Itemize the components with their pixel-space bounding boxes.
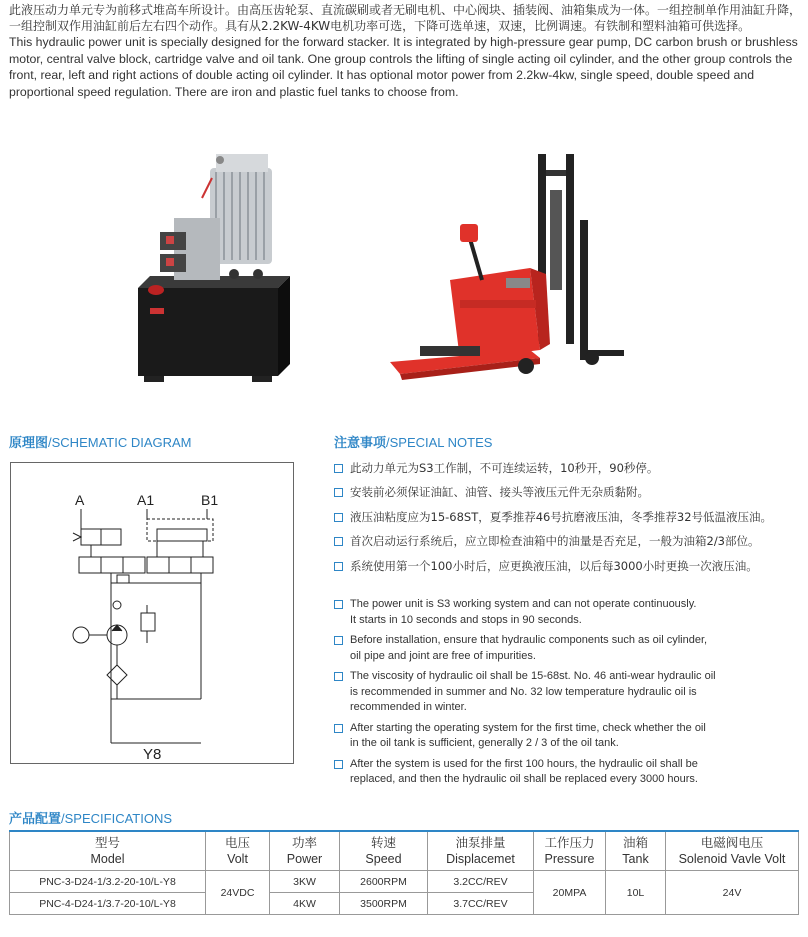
checkbox-icon <box>334 464 343 473</box>
col-speed: 转速 Speed <box>340 831 428 871</box>
checkbox-icon <box>334 537 343 546</box>
note-en-1: The power unit is S3 working system and can not operate continuously. It starts in 10 seconds and stops in 90 seconds. <box>334 597 804 628</box>
checkbox-icon <box>334 672 343 681</box>
cell-pressure: 20MPA <box>534 871 606 915</box>
note-en-4: After starting the operating system for the first time, check whether the oil in the oil tank is sufficient, generally 2 / 3 of the oil tank. <box>334 721 804 752</box>
intro-text <box>9 2 804 100</box>
schematic-model-label: Y8 <box>143 746 162 763</box>
note-cn-1: 此动力单元为S3工作制，不可连续运转，10秒开，90秒停。 <box>334 460 804 476</box>
col-power: 功率 Power <box>270 831 340 871</box>
note-cn-5: 系统使用第一个100小时后，应更换液压油，以后每3000小时更换一次液压油。 <box>334 558 804 574</box>
cell-displacement: 3.7CC/REV <box>428 893 534 915</box>
port-b1-label: B1 <box>201 492 219 508</box>
cell-model: PNC-4-D24-1/3.7-20-10/L-Y8 <box>10 893 206 915</box>
cell-tank: 10L <box>606 871 666 915</box>
intro-en: This hydraulic power unit is specially designed for the forward stacker. It is integrated by high-pressure gear pump, DC carbon brush or brushless motor, central valve block, cartridge valve and oil tank. One group controls the lifting of single acting oil cylinder, and the other group controls the front, rear, left and right actions of double acting oil cylinder. It has optional motor power from 2.2kw-4kw, single speed, double speed and proportional speed regulation. There are iron and plastic fuel tanks to choose from. <box>9 35 798 99</box>
cell-power: 4KW <box>270 893 340 915</box>
note-en-3: The viscosity of hydraulic oil shall be 15-68st. No. 46 anti-wear hydraulic oil is recommended in summer and No. 32 low temperature hydraulic oil is recommended in winter. <box>334 669 804 716</box>
notes-heading-cn: 注意事项 <box>334 436 387 451</box>
specs-header-row <box>10 831 799 871</box>
schematic-heading-en: /SCHEMATIC DIAGRAM <box>48 435 192 450</box>
cell-power: 3KW <box>270 871 340 893</box>
cell-volt: 24VDC <box>206 871 270 915</box>
specs-heading-cn: 产品配置 <box>9 812 62 827</box>
schematic-heading-cn: 原理图 <box>9 436 49 451</box>
stacker-photo <box>380 150 628 388</box>
hydraulic-schematic <box>11 463 293 763</box>
checkbox-icon <box>334 760 343 769</box>
specs-table <box>9 830 799 915</box>
notes-en-list <box>334 597 804 793</box>
intro-cn: 此液压动力单元专为前移式堆高车所设计。由高压齿轮泵、直流碳刷或者无刷电机、中心阀块、插装阀、油箱集成为一体。一组控制单作用油缸升降，一组控制双作用油缸前后左右四个动作。具有从2.2KW-4KW电机功率可选，下降可选单速，双速，比例调速。有铁制和塑料油箱可供选择。 <box>9 3 802 33</box>
table-row <box>10 871 799 893</box>
cell-displacement: 3.2CC/REV <box>428 871 534 893</box>
cell-solenoid: 24V <box>666 871 799 915</box>
col-model: 型号 Model <box>10 831 206 871</box>
schematic-diagram <box>10 462 294 764</box>
checkbox-icon <box>334 600 343 609</box>
checkbox-icon <box>334 636 343 645</box>
cell-speed: 2600RPM <box>340 871 428 893</box>
note-cn-3: 液压油粘度应为15-68ST，夏季推荐46号抗磨液压油，冬季推荐32号低温液压油。 <box>334 509 804 525</box>
checkbox-icon <box>334 724 343 733</box>
col-pressure: 工作压力 Pressure <box>534 831 606 871</box>
note-en-5: After the system is used for the first 100 hours, the hydraulic oil shall be replaced, and then the hydraulic oil shall be replaced every 3000 hours. <box>334 757 804 788</box>
note-cn-4: 首次启动运行系统后，应立即检查油箱中的油量是否充足，一般为油箱2/3部位。 <box>334 533 804 549</box>
notes-heading-en: /SPECIAL NOTES <box>386 435 493 450</box>
col-displacement: 油泵排量 Displacemet <box>428 831 534 871</box>
port-a-label: A <box>75 492 85 508</box>
notes-cn-list <box>334 460 804 582</box>
cell-speed: 3500RPM <box>340 893 428 915</box>
cell-model: PNC-3-D24-1/3.2-20-10/L-Y8 <box>10 871 206 893</box>
col-volt: 电压 Volt <box>206 831 270 871</box>
specs-heading-en: /SPECIFICATIONS <box>61 811 173 826</box>
specs-heading <box>9 808 172 827</box>
checkbox-icon <box>334 488 343 497</box>
notes-heading <box>334 432 492 451</box>
note-en-2: Before installation, ensure that hydraulic components such as oil cylinder, oil pipe and joint are free of impurities. <box>334 633 804 664</box>
port-a1-label: A1 <box>137 492 155 508</box>
power-unit-photo <box>130 148 295 388</box>
col-solenoid: 电磁阀电压 Solenoid Vavle Volt <box>666 831 799 871</box>
checkbox-icon <box>334 562 343 571</box>
col-tank: 油箱 Tank <box>606 831 666 871</box>
schematic-heading <box>9 432 192 451</box>
note-cn-2: 安装前必须保证油缸、油管、接头等液压元件无杂质黏附。 <box>334 484 804 500</box>
checkbox-icon <box>334 513 343 522</box>
